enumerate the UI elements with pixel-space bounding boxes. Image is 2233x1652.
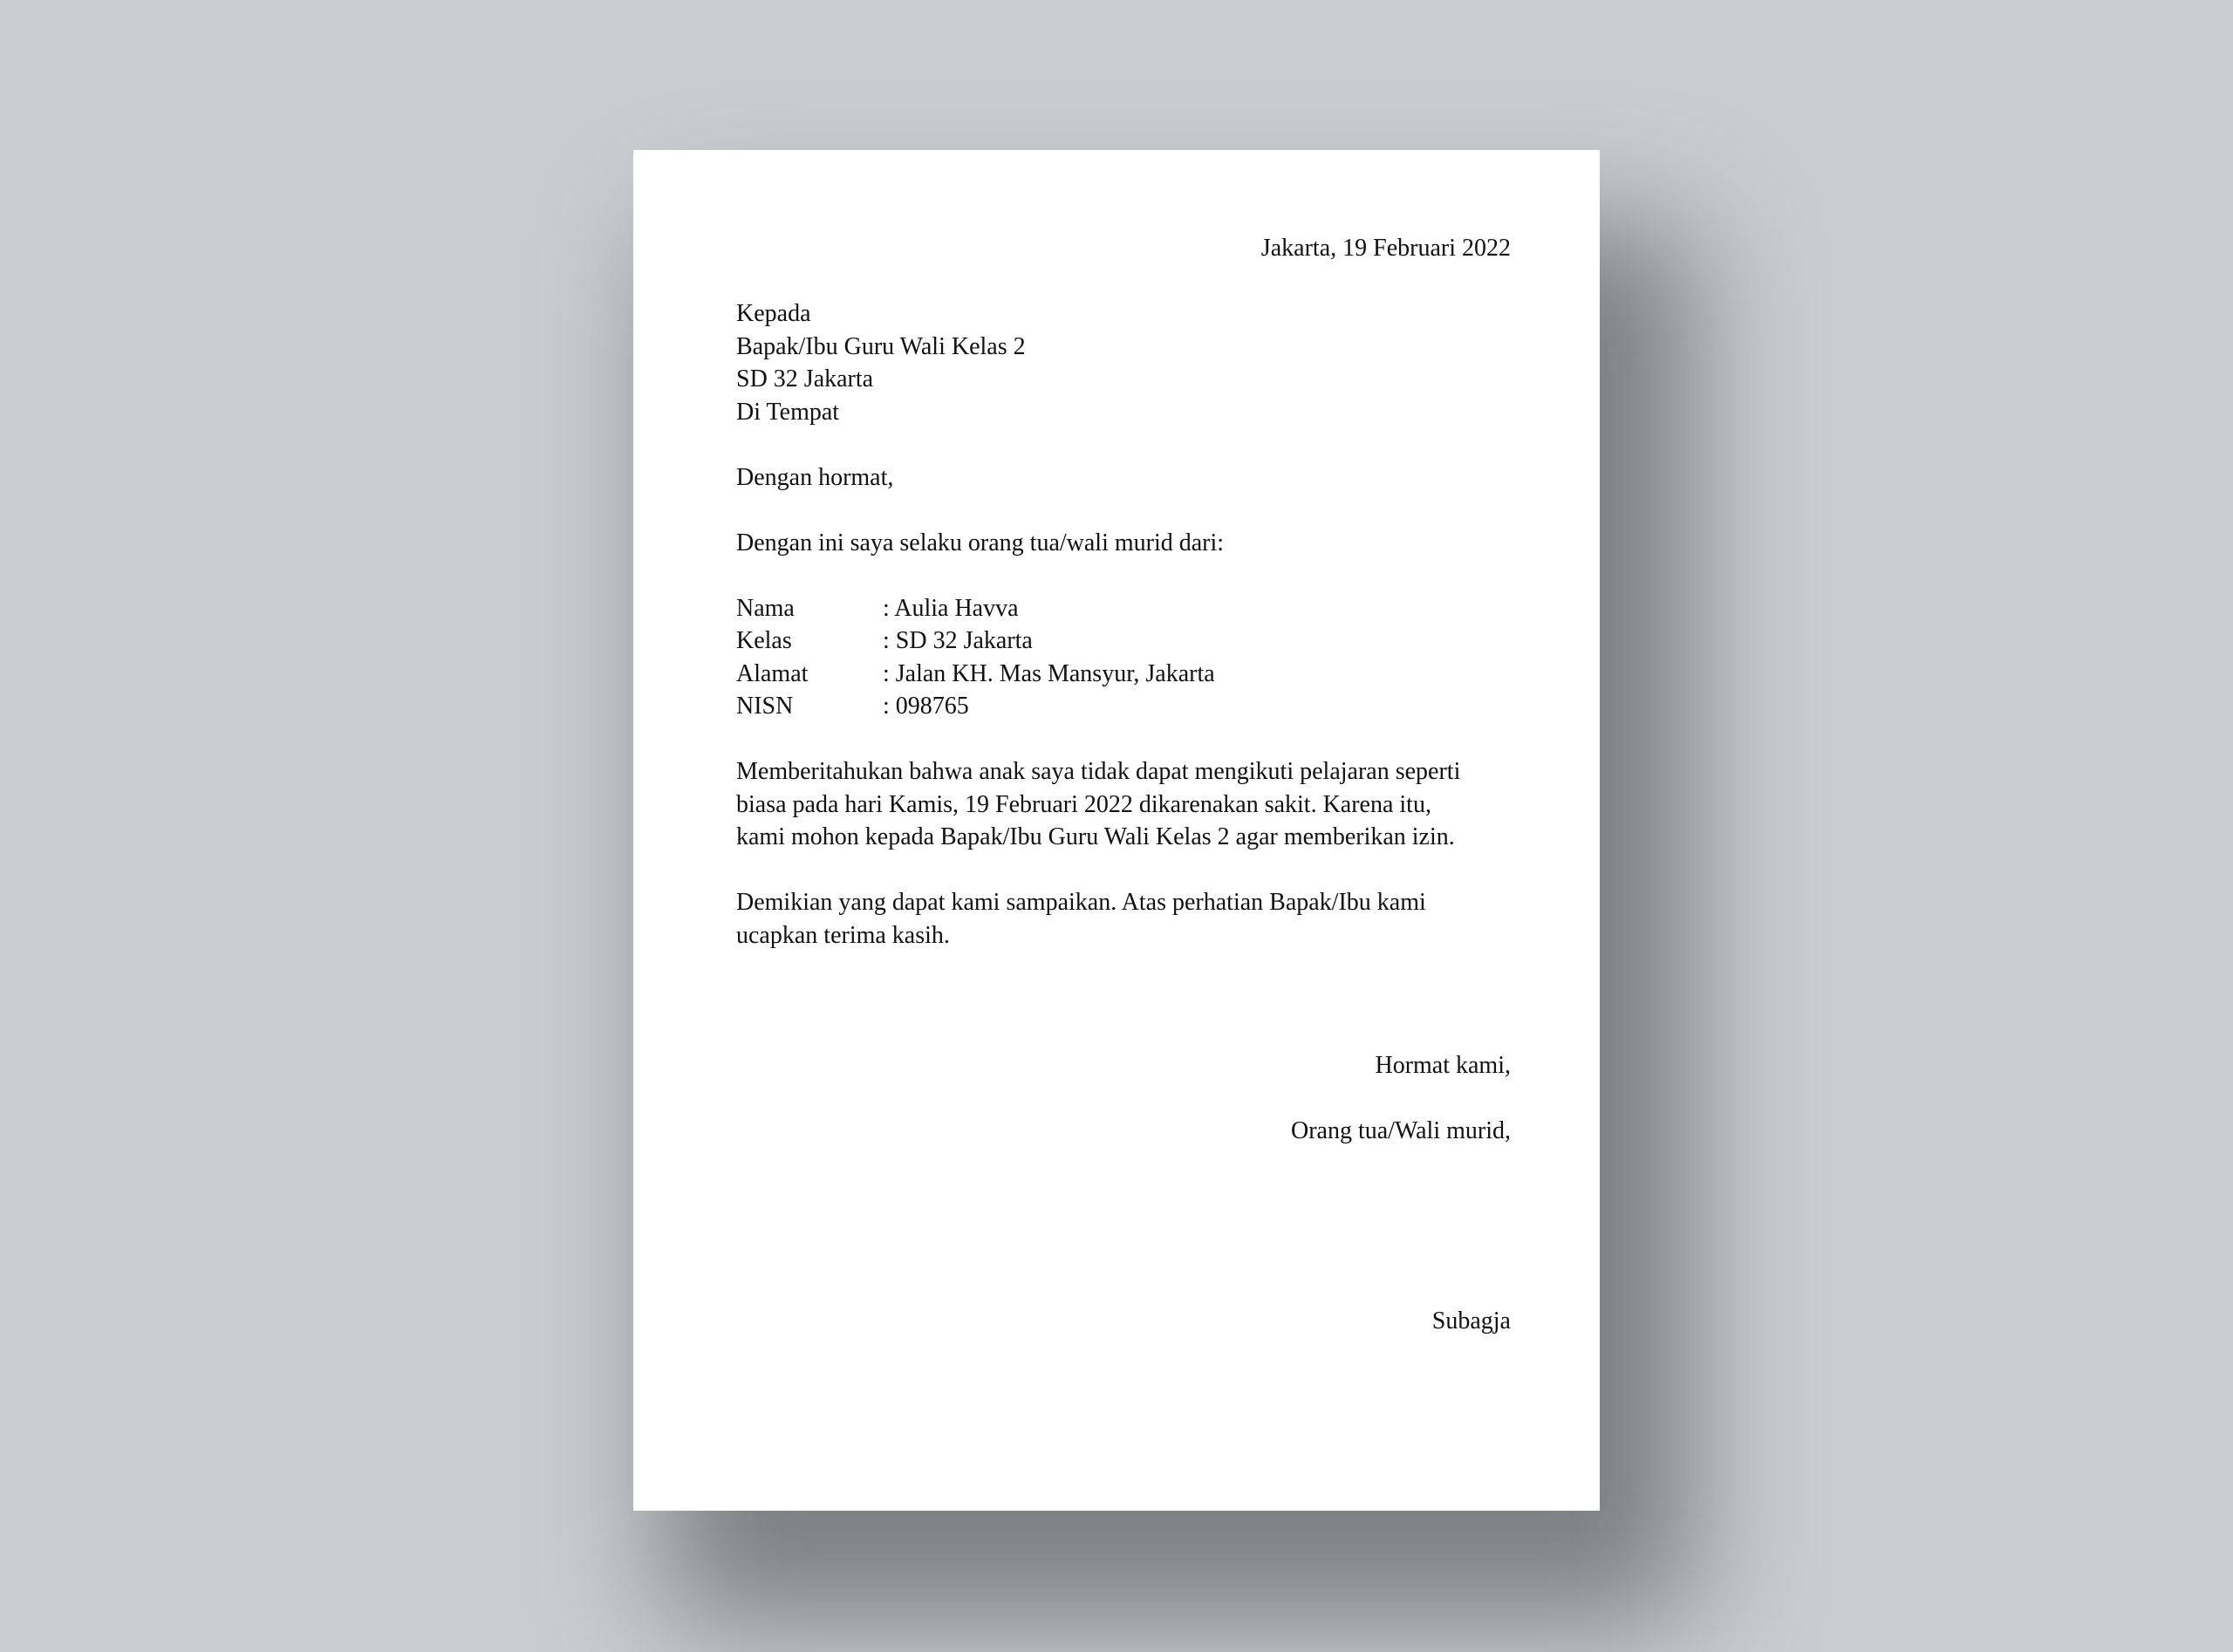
spacer [736, 952, 1511, 1049]
detail-label: Kelas [736, 627, 792, 654]
spacer [736, 559, 1511, 592]
signature-name: Subagja [1431, 1307, 1511, 1335]
detail-value: : Aulia Havva [883, 594, 1019, 622]
regards: Hormat kami, [1375, 1052, 1511, 1079]
spacer [736, 494, 1511, 527]
spacer [736, 1082, 1511, 1116]
body-line: Memberitahukan bahwa anak saya tidak dapat mengikuti pelajaran seperti [736, 758, 1461, 785]
spacer [736, 854, 1511, 887]
detail-label: Nama [736, 594, 795, 622]
body-line: kami mohon kepada Bapak/Ibu Guru Wali Kelas 2 agar memberikan izin. [736, 823, 1455, 850]
detail-label: Alamat [736, 659, 809, 687]
body-paragraph [736, 755, 1511, 854]
recipient-line: Bapak/Ibu Guru Wali Kelas 2 [736, 332, 1026, 360]
signature-space [736, 1148, 1511, 1305]
recipient-block [736, 297, 1511, 428]
recipient-line: Di Tempat [736, 398, 840, 426]
spacer [736, 723, 1511, 756]
detail-value: : 098765 [883, 693, 969, 720]
detail-row-nisn [736, 690, 1511, 723]
closing-line: ucapkan terima kasih. [736, 921, 950, 949]
spacer [736, 428, 1511, 461]
detail-value: : Jalan KH. Mas Mansyur, Jakarta [883, 659, 1215, 687]
closing-line: Demikian yang dapat kami sampaikan. Atas perhatian Bapak/Ibu kami [736, 889, 1426, 916]
detail-row-nama [736, 592, 1511, 625]
salutation: Dengan hormat, [736, 463, 894, 491]
student-details [736, 592, 1511, 723]
detail-label: NISN [736, 693, 794, 720]
detail-value: : SD 32 Jakarta [883, 627, 1033, 654]
letter-date: Jakarta, 19 Februari 2022 [1260, 235, 1511, 262]
detail-row-alamat [736, 658, 1511, 691]
letter-page [633, 150, 1600, 1511]
body-line: biasa pada hari Kamis, 19 Februari 2022 dikarenakan sakit. Karena itu, [736, 790, 1431, 818]
recipient-line: SD 32 Jakarta [736, 365, 874, 393]
detail-row-kelas [736, 625, 1511, 658]
closing-paragraph [736, 886, 1511, 952]
intro-text: Dengan ini saya selaku orang tua/wali murid dari: [736, 529, 1225, 556]
recipient-line: Kepada [736, 300, 811, 327]
spacer [736, 265, 1511, 298]
sender-role: Orang tua/Wali murid, [1290, 1117, 1511, 1144]
